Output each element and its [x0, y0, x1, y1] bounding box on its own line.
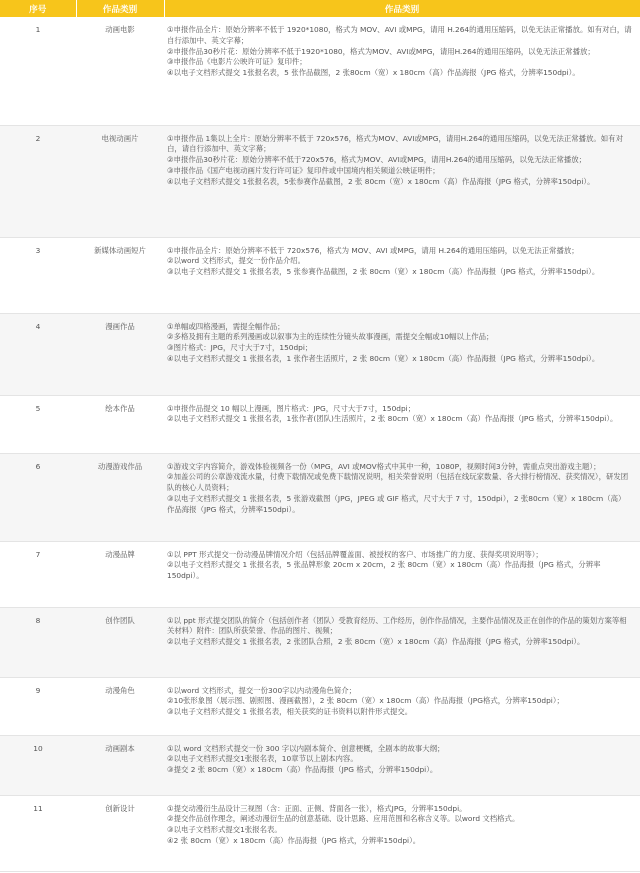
- table-row: [0, 735, 640, 795]
- requirement-line: ①游戏文字内容简介，游戏体验视频各一份（MPG，AVI 或MOV格式中其中一种，1080P，视频时间3分钟，需重点突出游戏主题）；: [167, 461, 601, 471]
- row-number: 1: [0, 17, 76, 125]
- requirement-line: ②多格及拥有主题的系列漫画或以叙事为主的连续性分镜头故事漫画，需提交全幅或10幅以上作品；: [167, 332, 494, 342]
- requirement-line: ①申报作品 1集以上全片：原始分辨率不低于 720x576，格式为MOV、AVI或MPG，请用H.264的通用压缩码，以免无法正常播放。如有对白，请自行添加中、英文字幕；: [167, 133, 623, 154]
- requirement-line: ②以电子文档形式提交 1 张报名表，1张作者(团队)生活照片，2 张 80cm（宽）x 180cm（高）作品海报（JPG 格式，分辨率150dpi）。: [167, 414, 618, 424]
- row-requirements: [164, 735, 640, 795]
- requirement-line: ③申报作品《电影片公映许可证》复印件；: [167, 57, 307, 67]
- row-requirements: [164, 313, 640, 395]
- row-category: 动漫游戏作品: [76, 453, 164, 541]
- requirement-line: ②以电子文档形式提交1张报名表，10章节以上剧本内容。: [167, 754, 358, 764]
- table-row: [0, 237, 640, 313]
- requirement-line: ②申报作品30秒片花：原始分辨率不低于1920*1080，格式为MOV、AVI或MPG，请用H.264的通用压缩码，以免无法正常播放；: [167, 46, 595, 56]
- row-number: 6: [0, 453, 76, 541]
- requirement-line: ③以电子文档形式提交 1 张报名表，5 张游戏截图（JPG，JPEG 或 GIF 格式，尺寸大于 7 寸，150dpi），2 张80cm（宽）x 180cm（高）作品海报（JPG 格式，分辨率150dpi）。: [167, 493, 626, 514]
- requirement-line: ③以电子文档形式提交 1 张报名表，相关获奖的证书资料以附件形式提交。: [167, 707, 413, 717]
- requirement-line: ②加盖公司的公章游戏流水量，付费下载情况或免费下载情况说明，相关荣誉说明（包括在线玩家数量、各大排行榜情况、获奖情况），研发团队的核心人员资料；: [167, 472, 629, 493]
- table-row: [0, 607, 640, 677]
- table-row: [0, 795, 640, 871]
- table-row: [0, 541, 640, 607]
- row-category: 新媒体动画短片: [76, 237, 164, 313]
- table-row: [0, 17, 640, 125]
- table-row: [0, 395, 640, 453]
- row-requirements: [164, 677, 640, 735]
- requirement-line: ①单幅或四格漫画，需提全幅作品；: [167, 321, 285, 331]
- requirement-line: ①申报作品全片：原始分辨率不低于 1920*1080，格式为 MOV、AVI 或MPG，请用 H.264的通用压缩码，以免无法正常播放。如有对白，请自行添加中、英文字幕；: [167, 25, 632, 45]
- requirement-line: ③图片格式：JPG，尺寸大于7寸，150dpi；: [167, 343, 313, 353]
- table-row: [0, 677, 640, 735]
- requirement-line: ②以电子文档形式提交 1 张报名表，5 张品牌形象 20cm x 20cm，2 张 80cm（宽）x 180cm（高）作品海报（JPG 格式，分辨率150dpi）。: [167, 560, 601, 581]
- requirement-line: ①以 PPT 形式提交一份动漫品牌情况介绍（包括品牌覆盖面、被授权的客户、市场推广的力度、获得奖项说明等）；: [167, 549, 543, 559]
- row-requirements: [164, 395, 640, 453]
- row-number: 11: [0, 795, 76, 871]
- row-requirements: [164, 453, 640, 541]
- table-row: [0, 453, 640, 541]
- requirement-line: ③提交 2 张 80cm（宽）x 180cm（高）作品海报（JPG 格式，分辨率150dpi）。: [167, 765, 438, 775]
- requirement-line: ②以word 文档形式，提交一份作品介绍。: [167, 256, 306, 266]
- requirement-line: ④2 张 80cm（宽）x 180cm（高）作品海报（JPG 格式，分辨率150dpi）。: [167, 835, 421, 845]
- requirement-line: ②10张形象图（展示图、剧照图、漫画截图），2 张 80cm（宽）x 180cm（高）作品海报（JPG格式，分辨率150dpi）；: [167, 696, 564, 706]
- requirement-line: ①以word 文档形式，提交一份300字以内动漫角色简介；: [167, 685, 357, 695]
- requirement-line: ①申报作品全片：原始分辨率不低于 720x576，格式为 MOV、AVI 或MPG，请用 H.264的通用压缩码，以免无法正常播放；: [167, 245, 579, 255]
- row-number: 9: [0, 677, 76, 735]
- row-requirements: [164, 17, 640, 125]
- row-number: 5: [0, 395, 76, 453]
- row-number: 4: [0, 313, 76, 395]
- header-category: 作品类别: [76, 0, 164, 17]
- requirement-line: ③以电子文档形式提交 1 张报名表，5 张参赛作品截图，2 张 80cm（宽）x 180cm（高）作品海报（JPG 格式，分辨率150dpi）。: [167, 267, 600, 277]
- requirement-line: ①以 ppt 形式提交团队的简介（包括创作者（团队）受教育经历、工作经历，创作作品情况，主要作品情况及正在创作的作品的策划方案等相关材料）附件：团队所获荣誉、作品的图片、视频；: [167, 615, 627, 636]
- requirement-line: ③申报作品《国产电视动画片发行许可证》复印件或中国境内相关频道公映证明件；: [167, 165, 440, 175]
- row-category: 动漫品牌: [76, 541, 164, 607]
- table-body: [0, 17, 640, 871]
- requirement-line: ②提交作品创作理念，阐述动漫衍生品的创意基础、设计思路、应用范围和名称含义等。以word 文档格式。: [167, 814, 520, 824]
- requirement-line: ④以电子文档形式提交 1 张报名表，1 张作者生活照片，2 张 80cm（宽）x 180cm（高）作品海报（JPG 格式，分辨率150dpi）。: [167, 353, 600, 363]
- requirement-line: ①申报作品提交 10 幅以上漫画，图片格式：JPG，尺寸大于7寸，150dpi；: [167, 403, 416, 413]
- requirement-line: ②以电子文档形式提交 1 张报名表，2 张团队合照，2 张 80cm（宽）x 180cm（高）作品海报（JPG 格式，分辨率150dpi）。: [167, 637, 585, 647]
- header-description: 作品类别: [164, 0, 640, 17]
- row-category: 电视动画片: [76, 125, 164, 237]
- row-category: 动漫角色: [76, 677, 164, 735]
- row-category: 创作团队: [76, 607, 164, 677]
- row-requirements: [164, 125, 640, 237]
- table-row: [0, 313, 640, 395]
- requirement-line: ③以电子文档形式提交1张报名表。: [167, 825, 282, 835]
- header-no: 序号: [0, 0, 76, 17]
- requirement-line: ④以电子文档形式提交 1张报名表，5张参赛作品截图，2 张 80cm（宽）x 180cm（高）作品海报（JPG 格式，分辨率150dpi）。: [167, 176, 595, 186]
- row-category: 动画电影: [76, 17, 164, 125]
- table-header-row: [0, 0, 640, 17]
- requirement-line: ④以电子文档形式提交 1张报名表，5 张作品截图，2 张80cm（宽）x 180cm（高）作品海报（JPG 格式，分辨率150dpi）。: [167, 68, 580, 78]
- row-requirements: [164, 237, 640, 313]
- row-number: 2: [0, 125, 76, 237]
- requirement-line: ①以 word 文档形式提交一份 300 字以内剧本简介、创意梗概，全剧本的故事大纲；: [167, 743, 445, 753]
- row-number: 8: [0, 607, 76, 677]
- row-number: 3: [0, 237, 76, 313]
- row-number: 10: [0, 735, 76, 795]
- requirement-line: ①提交动漫衍生品设计三视图（含：正面、正侧、背面各一张），格式JPG，分辨率150dpi。: [167, 803, 467, 813]
- row-category: 创新设计: [76, 795, 164, 871]
- row-requirements: [164, 795, 640, 871]
- requirement-line: ②申报作品30秒片花：原始分辨率不低于720x576，格式为MOV、AVI或MPG，请用H.264的通用压缩码，以免无法正常播放；: [167, 155, 587, 165]
- row-requirements: [164, 541, 640, 607]
- row-category: 动画剧本: [76, 735, 164, 795]
- row-requirements: [164, 607, 640, 677]
- row-number: 7: [0, 541, 76, 607]
- row-category: 绘本作品: [76, 395, 164, 453]
- table-row: [0, 125, 640, 237]
- row-category: 漫画作品: [76, 313, 164, 395]
